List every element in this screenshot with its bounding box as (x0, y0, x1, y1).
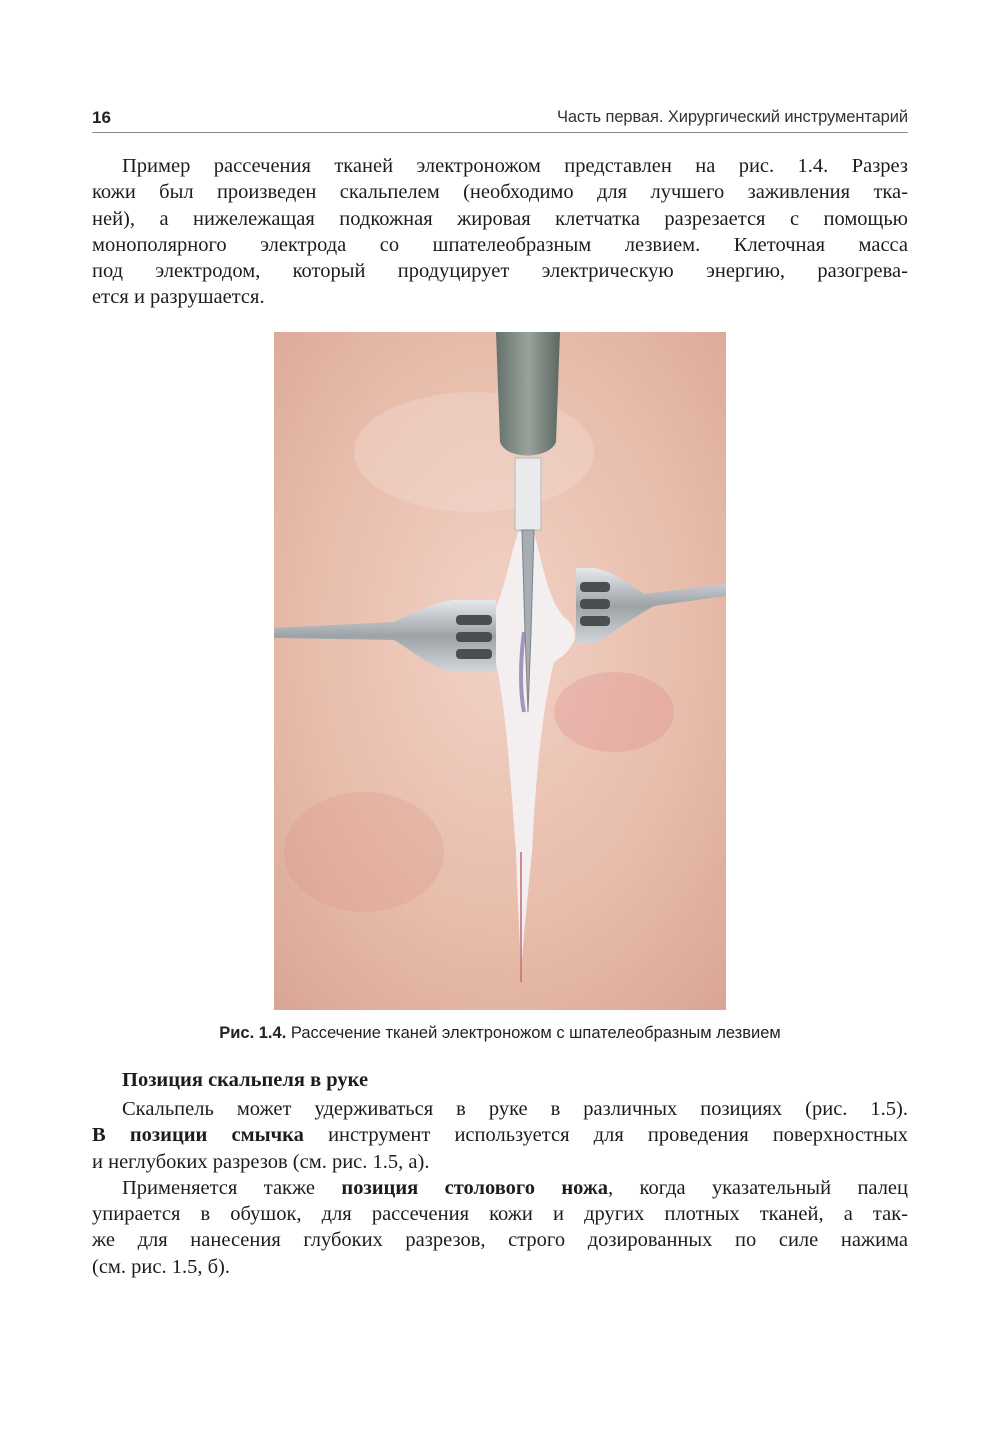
figure-caption (0, 1024, 1000, 1043)
text-line: и неглубоких разрезов (см. рис. 1.5, а). (92, 1150, 430, 1173)
text-line: (см. рис. 1.5, б). (92, 1255, 230, 1278)
figure-label: Рис. 1.4. (219, 1024, 287, 1042)
text-line: Скальпель может удерживаться в руке в различных позициях (рис. 1.5). (122, 1098, 908, 1120)
text-line: монополярного электрода со шпателеобразным лезвием. Клеточная масса (92, 233, 908, 256)
text-span: инструмент используется для проведения поверхностных (303, 1124, 908, 1147)
paragraph-electroknife (92, 153, 908, 311)
text-line (92, 1122, 908, 1148)
bold-term-bow-position: В позиции смычка (92, 1124, 304, 1147)
text-line: упирается в обушок, для рассечения кожи и других плотных тканей, а так- (92, 1203, 908, 1226)
text-line (92, 1175, 908, 1201)
text-line: кожи был произведен скальпелем (необходимо для лучшего заживления тка- (92, 181, 908, 204)
figure-1-4-photo (274, 332, 726, 1010)
text-line: ней), а нижележащая подкожная жировая клетчатка разрезается с помощью (92, 207, 908, 230)
text-line: ется и разрушается. (92, 286, 265, 309)
running-header (92, 104, 908, 133)
text-line: Пример рассечения тканей электроножом представлен на рис. 1.4. Разрез (122, 155, 908, 177)
section-heading: Позиция скальпеля в руке (122, 1069, 369, 1091)
page-number: 16 (92, 108, 111, 127)
text-line: под электродом, который продуцирует электрическую энергию, разогрева- (92, 260, 908, 283)
text-line: же для нанесения глубоких разрезов, строго дозированных по силе нажима (92, 1229, 908, 1252)
surgery-photo-illustration (274, 332, 726, 1010)
bold-term-table-knife: позиция столового ножа (341, 1176, 609, 1199)
paragraph-scalpel-positions (92, 1096, 908, 1280)
text-span: , когда указательный палец (608, 1176, 908, 1199)
figure-caption-text: Рассечение тканей электроножом с шпателеобразным лезвием (286, 1024, 781, 1042)
text-span: Применяется также (122, 1176, 342, 1199)
running-title: Часть первая. Хирургический инструментарий (556, 108, 908, 126)
